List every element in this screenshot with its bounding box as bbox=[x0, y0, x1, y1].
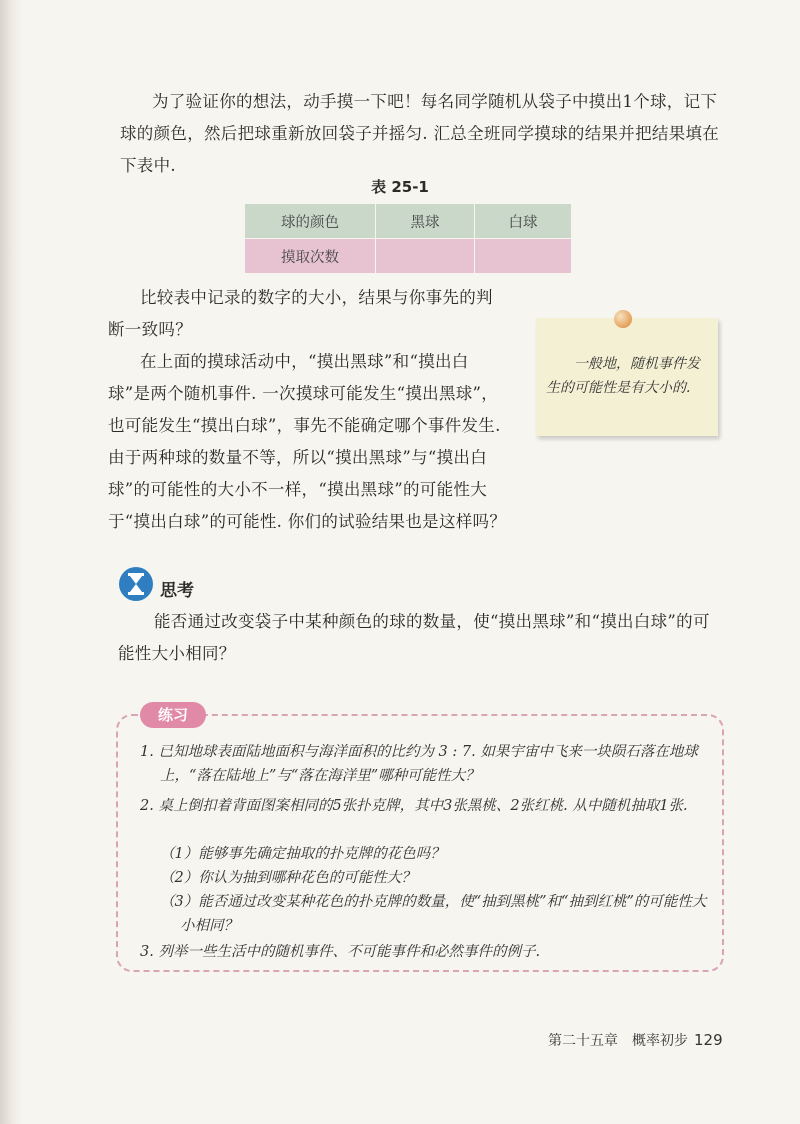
exercise-label: 练习 bbox=[140, 702, 206, 728]
table-caption: 表 25-1 bbox=[371, 178, 429, 196]
exercise-item: 1. 已知地球表面陆地面积与海洋面积的比约为 3 : 7. 如果宇宙中飞来一块陨石落在地球上，“落在陆地上”与“落在海洋里”哪种可能性大？ bbox=[140, 744, 698, 784]
intro-paragraph: 为了验证你的想法，动手摸一下吧！每名同学随机从袋子中摸出1个球，记下球的颜色，然后把球重新放回袋子并摇匀. 汇总全班同学摸球的结果并把结果填在下表中. bbox=[120, 92, 720, 175]
side-note-text: 一般地，随机事件发生的可能性是有大小的. bbox=[546, 356, 700, 396]
page-footer bbox=[548, 1030, 723, 1050]
side-note bbox=[536, 318, 718, 436]
table-row bbox=[245, 239, 572, 274]
book-spine bbox=[0, 0, 22, 1124]
explain-paragraph: 在上面的摸球活动中，“摸出黑球”和“摸出白球”是两个随机事件. 一次摸球可能发生“摸出黑球”，也可能发生“摸出白球”，事先不能确定哪个事件发生. 由于两种球的数量不等，所以“摸出黑球”与“摸出白球”的可能性的大小不一样，“摸出黑球”的可能性大于“摸出白球”的可能性. 你们的试验结果也是这样吗？ bbox=[108, 352, 507, 531]
think-title: 思考 bbox=[160, 581, 194, 601]
exercise-sub-item: （1）能够事先确定抽取的扑克牌的花色吗？ bbox=[160, 846, 445, 862]
page-number: 129 bbox=[694, 1031, 723, 1049]
data-table bbox=[244, 203, 572, 274]
table-header-cell: 球的颜色 bbox=[245, 204, 376, 239]
table-cell bbox=[475, 239, 572, 274]
think-hourglass-icon bbox=[118, 566, 154, 602]
exercise-item: 3. 列举一些生活中的随机事件、不可能事件和必然事件的例子. bbox=[140, 944, 541, 960]
chapter-title: 第二十五章 概率初步 bbox=[548, 1033, 688, 1049]
pushpin-icon bbox=[614, 310, 632, 328]
table-header-cell: 白球 bbox=[475, 204, 572, 239]
table-cell bbox=[376, 239, 475, 274]
exercise-sub-item: （3）能否通过改变某种花色的扑克牌的数量，使“抽到黑桃”和“抽到红桃”的可能性大小相同？ bbox=[160, 894, 707, 934]
compare-paragraph: 比较表中记录的数字的大小，结果与你事先的判断一致吗？ bbox=[108, 288, 493, 339]
exercise-item: 2. 桌上倒扣着背面图案相同的5张扑克牌，其中3张黑桃、2张红桃. 从中随机抽取1张. bbox=[140, 798, 688, 814]
table-header-row bbox=[245, 204, 572, 239]
think-question: 能否通过改变袋子中某种颜色的球的数量，使“摸出黑球”和“摸出白球”的可能性大小相同？ bbox=[118, 612, 710, 663]
table-header-cell: 黑球 bbox=[376, 204, 475, 239]
exercise-sub-item: （2）你认为抽到哪种花色的可能性大？ bbox=[160, 870, 416, 886]
table-row-label: 摸取次数 bbox=[245, 239, 376, 274]
